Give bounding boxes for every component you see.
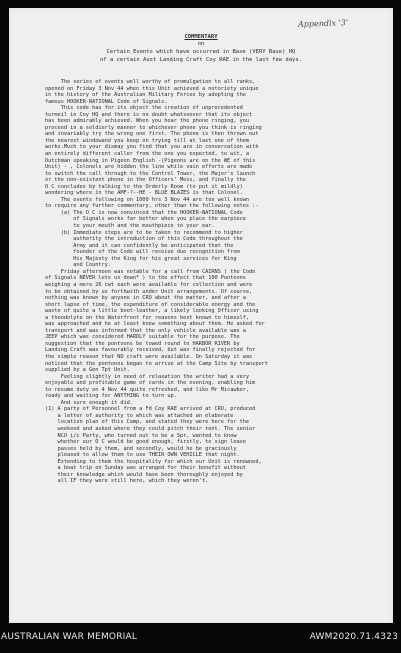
- subtitle-line-1: Certain Events which have occurred in Base (VERY Base) HQ: [106, 49, 296, 55]
- institution-label: AUSTRALIAN WAR MEMORIAL: [1, 632, 138, 642]
- handwritten-annotation: Appendix '3': [297, 18, 349, 29]
- text-line: or the non-existent phone in the Officers' Mess, and finally the: [45, 177, 246, 184]
- text-line: enjoyable and profitable game of cards in the evening, enabling him: [45, 380, 256, 387]
- text-line: (b) Immediate steps are to be taken to recommend to higher: [45, 229, 243, 236]
- text-line: a theodolyte on the Waterfront for reasons best known to himself,: [45, 314, 250, 321]
- document-title: COMMENTARY: [184, 34, 218, 40]
- text-line: (1) A party of Personnel from a Fd Coy RAE arrived at CRO, produced: [45, 406, 256, 413]
- text-line: famous HOOKER-NATIONAL Code of Signals.: [45, 98, 168, 105]
- text-line: proceed in a soldierly manner to whichever phone you think is ringing: [45, 124, 262, 131]
- text-line: His Majesty the King for his great services for King: [45, 255, 237, 262]
- text-line: to require any further commentary, other than the following notes :-: [45, 203, 259, 210]
- text-line: whether our O C would be good enough, firstly, to sign leave: [45, 439, 246, 446]
- text-line: to resume duty on 4 Nov 44 quite refreshed, and like Mr Micawber,: [45, 386, 250, 393]
- text-line: suggestion that the pontoons be towed round to HARBOR RIVER by: [45, 340, 240, 347]
- text-line: passes held by them, and secondly, would he be graciously: [45, 445, 237, 452]
- text-line: nothing was known by anyone in CRO about the matter, and after a: [45, 295, 246, 302]
- text-line: Unit) - , Colonels are hidden the line while vain efforts are made: [45, 164, 253, 171]
- text-line: Friday afternoon was notable for a call from CAIRNS ( the Code: [45, 268, 256, 275]
- text-line: the simple reason that NO craft were available. On Saturday it was: [45, 353, 253, 360]
- text-line: This code has for its object the creation of unprecedented: [45, 105, 243, 112]
- document-page: [9, 8, 393, 623]
- text-line: a boat trip on Sunday was arranged for their benefit without: [45, 465, 246, 472]
- text-line: to switch the call through to the Control Tower, the Major's launch: [45, 170, 256, 177]
- footer-bar: [0, 623, 401, 653]
- text-line: all IF they were still here, which they weren't.: [45, 478, 209, 485]
- text-line: (a) The O C is now convinced that the HOOKER-NATIONAL Code: [45, 209, 243, 216]
- text-line: weighing a mere 26 cwt each were available for collection and were: [45, 281, 253, 288]
- text-line: Landing Craft was favourably received, but was finally rejected for: [45, 347, 256, 354]
- text-line: ready and waiting for ANYTHING to turn up.: [45, 393, 177, 400]
- text-line: wondering where in the AMF-?--HE - BLUE BLAZES is that Colonel.: [45, 190, 243, 197]
- text-line: turmoil in Coy HQ and there is no doubt whatsoever that its object: [45, 111, 253, 118]
- text-line: supplied by a Gen Tpt Unit.: [45, 367, 130, 374]
- text-line: And sure enough it did.: [45, 399, 133, 406]
- text-line: has been admirably achieved. When you hear the phone ringing, you: [45, 118, 250, 125]
- text-line: location plan of this Camp, and stated they were here for the: [45, 419, 250, 426]
- document-body: [45, 79, 367, 485]
- text-line: noticed that the pontoons began to arrive at the Camp Site by transport: [45, 360, 268, 367]
- text-line: to be obtained by us forthwith under Unit arrangements. Of course,: [45, 288, 253, 295]
- accession-number: AWM2020.71.4323: [309, 632, 398, 642]
- text-line: and invariably try the wrong one first. The phone is then thrown out: [45, 131, 259, 138]
- subtitle-line-2: of a certain Aust Landing Craft Coy RAE in the last few days.: [100, 57, 302, 63]
- text-line: and Country.: [45, 262, 111, 269]
- text-line: the nearest windowand you keep on trying till at last one of them: [45, 137, 250, 144]
- text-line: Extending to them the hospitality for which our Unit is renowned,: [45, 458, 262, 465]
- text-line: The events following on 1000 hrs 3 Nov 44 are too well known: [45, 196, 250, 203]
- text-line: their knowledge which would have been thoroughly enjoyed by: [45, 471, 243, 478]
- text-line: Army and it can confidently be anticipated that the: [45, 242, 234, 249]
- text-line: authority the introduction of this Code throughout the: [45, 236, 243, 243]
- text-line: founder of the Code will receive due recognition from: [45, 249, 240, 256]
- text-line: a letter of authority to which was attached an elaborate: [45, 412, 234, 419]
- text-line: Feeling slightly in need of relaxation the writer had a very: [45, 373, 250, 380]
- text-line: JEEP which was considered HARDLY suitable for the purpose. The: [45, 334, 240, 341]
- text-line: NCO i/c Party, who turned out to be a Spr, wanted to know: [45, 432, 237, 439]
- text-line: pleased to allow them to use THEIR OWN VEHICLE that night.: [45, 452, 240, 459]
- text-line: was approached and he at least knew something about them. He asked for: [45, 321, 265, 328]
- text-line: in the history of the Australian Military Forces by adopting the: [45, 92, 246, 99]
- title-connector: on: [197, 41, 205, 47]
- text-line: waste of quite a little boot-leather, a likely looking Officer using: [45, 308, 259, 315]
- text-line: transport and was informed that the only vehicle available was a: [45, 327, 246, 334]
- text-line: works.Much to your dismay you find that you are in conversation with: [45, 144, 259, 151]
- text-line: Dutchman speaking in Pigeon English -(Pigeons are on the WE of this: [45, 157, 256, 164]
- text-line: short lapse of time, the expenditure of considerable energy and the: [45, 301, 256, 308]
- text-line: of Signals NEVER lets us down* ) to the effect that 100 Pontoons: [45, 275, 246, 282]
- text-line: of Signals works far better when you place the earpiece: [45, 216, 246, 223]
- text-line: weekend and asked where they could pitch their tent. The senior: [45, 425, 256, 432]
- text-line: The series of events well worthy of promulgation to all ranks,: [45, 79, 256, 85]
- text-line: O C concludes by talking to the Orderly Room (to put it mildly): [45, 183, 243, 190]
- text-line: to your mouth and the mouthpiece to your ear.: [45, 223, 215, 230]
- text-line: an entirely different caller from the one you expected, to wit, a: [45, 151, 250, 158]
- text-line: opened on Friday 3 Nov 44 when this Unit achieved a notoriety unique: [45, 85, 259, 92]
